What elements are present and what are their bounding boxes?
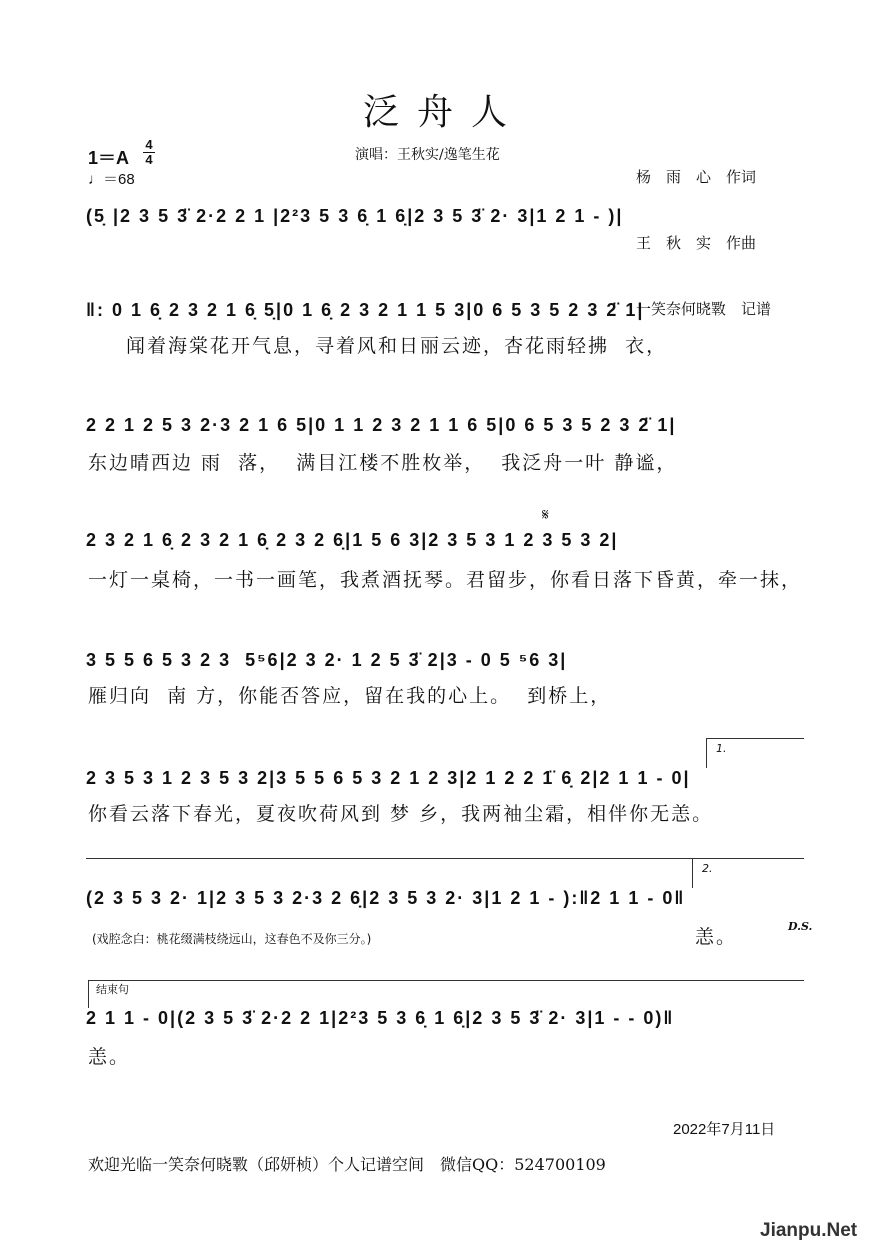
spoken-note: (戏腔念白：桃花缀满枝绕远山，这春色不及你三分。) [92, 932, 372, 946]
footer-welcome: 欢迎光临一笑奈何晓斁（邱妍桢）个人记谱空间 微信QQ：524700109 [88, 1155, 606, 1174]
composer: 王 秋 实 作曲 [636, 234, 757, 252]
score-line-4: 3 5 5 6 5 3 2 3 5⁵6|2 3 2· 1 2 5 3̈ 2|3 - 0 5 ⁵6 3| [86, 650, 568, 670]
date-stamp: 2022年7月11日 [673, 1121, 776, 1138]
volta-2-bracket-side [692, 858, 693, 888]
watermark-logo: Jianpu.Net [760, 1220, 858, 1241]
tempo-marking: ♩＝68 [88, 171, 135, 188]
score-line-3: 2 3 2 1 6̣ 2 3 2 1 6̣ 2 3 2 6̣|1 5 6 3|2 3 5 3 1 2 3 5 3 2| [86, 530, 619, 550]
segno-sign: 𝄋 [542, 505, 549, 524]
lyric-line-7: 恙。 [88, 1046, 131, 1068]
time-top: 4 [145, 137, 153, 152]
lyric-line-3: 一灯一桌椅，一书一画笔，我煮酒抚琴。君留步，你看日落下昏黄，牵一抹， [88, 569, 803, 591]
transcriber: 一笑奈何晓斁 记谱 [636, 300, 772, 318]
page-title: 泛舟人 [362, 92, 525, 133]
ending-label: 结束句 [96, 983, 129, 996]
credits [636, 122, 771, 342]
time-bottom: 4 [145, 152, 153, 167]
volta-2-label: 2. [702, 862, 713, 875]
key-signature: 1＝A [88, 148, 130, 168]
score-intro: (5̣ |2 3 5 3̈ 2·2 2 1 |2²3 5 3 6̣ 1 6̣|2 3 5 3̈ 2· 3|1 2 1 - )| [86, 206, 624, 226]
ending-bracket-side [88, 980, 89, 1008]
volta-1-label: 1. [716, 742, 727, 755]
lyric-line-6: 恙。 [695, 926, 738, 948]
score-line-7: 2 1 1 - 0|(2 3 5 3̈ 2·2 2 1|2²3 5 3 6̣ 1 6̣|2 3 5 3̈ 2· 3|1 - - 0)‖ [86, 1008, 675, 1028]
lyric-line-2: 东边晴西边 雨 落， 满目江楼不胜枚举， 我泛舟一叶 静谧， [88, 452, 678, 474]
score-line-1: ‖: 0 1 6̣ 2 3 2 1 6̣ 5̣|0 1 6̣ 2 3 2 1 1 5 3|0 6 5 3 5 2 3 2̈ 1| [86, 300, 645, 320]
ending-bracket [88, 980, 804, 981]
lyric-line-5: 你看云落下春光，夏夜吹荷风到 梦 乡，我两袖尘霜，相伴你无恙。 [88, 803, 714, 825]
lyric-line-1: 闻着海棠花开气息，寻着风和日丽云迹，杏花雨轻拂 衣， [126, 335, 668, 357]
lyric-line-4: 雁归向 南 方，你能否答应，留在我的心上。 到桥上， [88, 685, 612, 707]
score-line-5: 2 3 5 3 1 2 3 5 3 2|3 5 5 6 5 3 2 1 2 3|2 1 2 2 1̈ 6̣ 2|2 1 1 - 0| [86, 768, 691, 788]
section-divider [86, 858, 804, 859]
singer-credit: 演唱：王秋实/逸笔生花 [355, 147, 500, 163]
dal-segno-mark: D.S. [788, 920, 813, 933]
score-line-6: (2 3 5 3 2· 1|2 3 5 3 2·3 2 6̣|2 3 5 3 2· 3|1 2 1 - ):‖2 1 1 - 0‖ [86, 888, 686, 908]
lyricist: 杨 雨 心 作词 [636, 168, 757, 186]
score-line-2: 2 2 1 2 5 3 2·3 2 1 6 5|0 1 1 2 3 2 1 1 6 5|0 6 5 3 5 2 3 2̈ 1| [86, 415, 677, 435]
volta-1-bracket [706, 738, 804, 739]
volta-1-bracket-side [706, 738, 707, 768]
time-signature [143, 138, 155, 167]
